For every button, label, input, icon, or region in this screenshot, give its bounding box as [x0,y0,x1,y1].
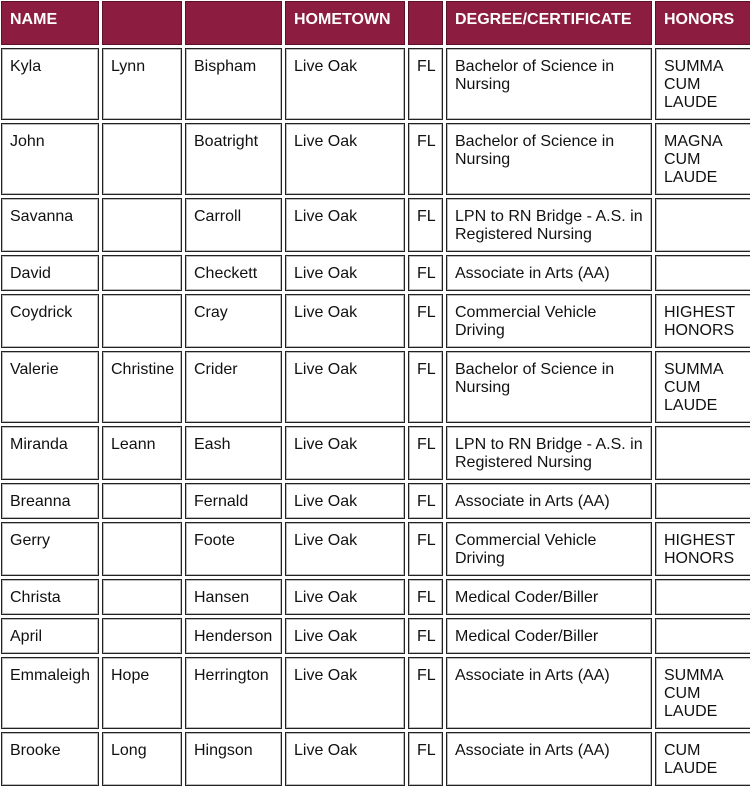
last-name-cell: Bispham [185,48,282,120]
middle-name-cell [102,483,182,519]
honors-cell: SUMMA CUM LAUDE [655,48,750,120]
first-name-cell: Gerry [1,522,99,576]
first-name-cell: Christa [1,579,99,615]
state-cell: FL [408,522,443,576]
degree-cell: LPN to RN Bridge - A.S. in Registered Nursing [446,426,652,480]
last-name-cell: Henderson [185,618,282,654]
state-cell: FL [408,483,443,519]
state-cell: FL [408,294,443,348]
state-cell: FL [408,732,443,786]
city-cell: Live Oak [285,618,405,654]
last-name-cell: Hingson [185,732,282,786]
last-name-cell: Crider [185,351,282,423]
city-cell: Live Oak [285,657,405,729]
city-cell: Live Oak [285,255,405,291]
table-row [1,294,750,348]
last-name-cell: Foote [185,522,282,576]
header-state [408,1,443,45]
last-name-cell: Checkett [185,255,282,291]
middle-name-cell [102,294,182,348]
degree-cell: Commercial Vehicle Driving [446,522,652,576]
header-honors: HONORS [655,1,750,45]
middle-name-cell [102,618,182,654]
state-cell: FL [408,123,443,195]
degree-cell: Associate in Arts (AA) [446,657,652,729]
degree-cell: LPN to RN Bridge - A.S. in Registered Nursing [446,198,652,252]
honors-cell: CUM LAUDE [655,732,750,786]
degree-cell: Bachelor of Science in Nursing [446,123,652,195]
state-cell: FL [408,351,443,423]
table-row [1,618,750,654]
city-cell: Live Oak [285,294,405,348]
degree-cell: Associate in Arts (AA) [446,483,652,519]
table-row [1,255,750,291]
table-row [1,579,750,615]
middle-name-cell [102,579,182,615]
honors-cell: HIGHEST HONORS [655,294,750,348]
first-name-cell: Valerie [1,351,99,423]
degree-cell: Bachelor of Science in Nursing [446,48,652,120]
last-name-cell: Carroll [185,198,282,252]
city-cell: Live Oak [285,351,405,423]
state-cell: FL [408,657,443,729]
first-name-cell: Brooke [1,732,99,786]
last-name-cell: Eash [185,426,282,480]
degree-cell: Commercial Vehicle Driving [446,294,652,348]
degree-cell: Associate in Arts (AA) [446,732,652,786]
middle-name-cell: Lynn [102,48,182,120]
state-cell: FL [408,48,443,120]
first-name-cell: Emmaleigh [1,657,99,729]
city-cell: Live Oak [285,522,405,576]
middle-name-cell: Leann [102,426,182,480]
header-row [1,1,750,45]
first-name-cell: Savanna [1,198,99,252]
state-cell: FL [408,198,443,252]
header-degree: DEGREE/CERTIFICATE [446,1,652,45]
honors-cell [655,618,750,654]
first-name-cell: John [1,123,99,195]
degree-cell: Medical Coder/Biller [446,579,652,615]
header-last-name [185,1,282,45]
middle-name-cell [102,198,182,252]
degree-cell: Bachelor of Science in Nursing [446,351,652,423]
table-row [1,657,750,729]
middle-name-cell [102,255,182,291]
honors-cell [655,483,750,519]
table-row [1,426,750,480]
honors-cell: HIGHEST HONORS [655,522,750,576]
city-cell: Live Oak [285,483,405,519]
honors-cell [655,198,750,252]
city-cell: Live Oak [285,732,405,786]
middle-name-cell [102,123,182,195]
city-cell: Live Oak [285,579,405,615]
table-row [1,522,750,576]
city-cell: Live Oak [285,426,405,480]
honors-cell: MAGNA CUM LAUDE [655,123,750,195]
degree-cell: Medical Coder/Biller [446,618,652,654]
last-name-cell: Herrington [185,657,282,729]
first-name-cell: April [1,618,99,654]
city-cell: Live Oak [285,123,405,195]
honors-cell: SUMMA CUM LAUDE [655,351,750,423]
first-name-cell: Breanna [1,483,99,519]
first-name-cell: Miranda [1,426,99,480]
middle-name-cell [102,522,182,576]
city-cell: Live Oak [285,198,405,252]
state-cell: FL [408,618,443,654]
last-name-cell: Boatright [185,123,282,195]
middle-name-cell: Christine [102,351,182,423]
middle-name-cell: Long [102,732,182,786]
honors-cell [655,426,750,480]
state-cell: FL [408,579,443,615]
state-cell: FL [408,255,443,291]
honors-cell [655,579,750,615]
header-hometown: HOMETOWN [285,1,405,45]
degree-cell: Associate in Arts (AA) [446,255,652,291]
last-name-cell: Hansen [185,579,282,615]
table-row [1,351,750,423]
header-middle-name [102,1,182,45]
first-name-cell: Kyla [1,48,99,120]
last-name-cell: Cray [185,294,282,348]
header-name: NAME [1,1,99,45]
last-name-cell: Fernald [185,483,282,519]
first-name-cell: David [1,255,99,291]
state-cell: FL [408,426,443,480]
table-row [1,483,750,519]
middle-name-cell: Hope [102,657,182,729]
honors-cell: SUMMA CUM LAUDE [655,657,750,729]
table-row [1,48,750,120]
table-row [1,732,750,786]
table-row [1,198,750,252]
city-cell: Live Oak [285,48,405,120]
honors-cell [655,255,750,291]
table-row [1,123,750,195]
first-name-cell: Coydrick [1,294,99,348]
